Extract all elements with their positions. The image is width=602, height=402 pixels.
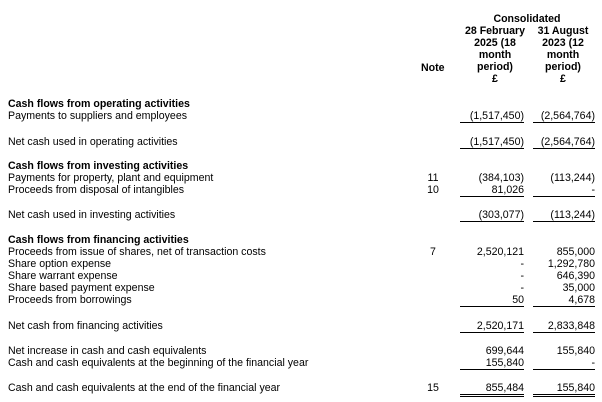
investing-row-2-label: Proceeds from disposal of intangibles <box>8 184 185 196</box>
operating-total-v2: (2,564,764) <box>533 136 595 149</box>
financing-row-3-v2: 646,390 <box>556 270 595 282</box>
net-increase-v1: 699,644 <box>485 345 524 357</box>
operating-row-v2: (2,564,764) <box>533 110 595 123</box>
financing-row-2-label: Share option expense <box>8 258 112 270</box>
operating-total-v1: (1,517,450) <box>460 136 524 149</box>
operating-row-v1: (1,517,450) <box>460 110 524 123</box>
net-increase-v2: 155,840 <box>556 345 595 357</box>
col2-line-4: period) <box>545 61 581 73</box>
note-header: Note <box>421 62 445 74</box>
net-increase-label: Net increase in cash and cash equivalents <box>8 345 207 357</box>
opening-cash-v2: - <box>533 357 595 370</box>
financing-total-label: Net cash from financing activities <box>8 320 163 332</box>
financing-total-v2: 2,833,848 <box>533 320 595 333</box>
col2-line-1: 31 August <box>537 25 589 37</box>
financing-row-2-v1: - <box>520 258 524 270</box>
col1-line-5: £ <box>492 73 498 85</box>
header-consolidated: Consolidated <box>493 13 561 25</box>
opening-cash-label: Cash and cash equivalents at the beginning of the financial year <box>8 357 309 369</box>
investing-total-v1: (303,077) <box>460 209 524 222</box>
operating-total-label: Net cash used in operating activities <box>8 136 178 148</box>
investing-row-1-v2: (113,244) <box>550 172 595 184</box>
opening-cash-v1: 155,840 <box>460 357 524 370</box>
col2-line-5: £ <box>560 73 566 85</box>
financing-row-4-v1: - <box>520 282 524 294</box>
financing-row-4-label: Share based payment expense <box>8 282 155 294</box>
investing-heading: Cash flows from investing activities <box>8 160 189 172</box>
col1-line-1: 28 February <box>464 25 526 37</box>
column-header-2023 <box>530 25 596 85</box>
financing-row-3-label: Share warrant expense <box>8 270 118 282</box>
financing-row-1-note: 7 <box>430 246 436 258</box>
investing-row-1-v1: (384,103) <box>478 172 524 184</box>
operating-row-label: Payments to suppliers and employees <box>8 110 188 122</box>
col2-line-3: month <box>546 49 580 61</box>
financing-row-1-v1: 2,520,121 <box>476 246 524 258</box>
closing-cash-note: 15 <box>427 382 439 394</box>
col1-line-2: 2025 (18 <box>474 37 516 49</box>
financing-row-5-v2: 4,678 <box>533 294 595 307</box>
investing-row-2-v1: 81,026 <box>460 184 524 197</box>
column-header-2025 <box>460 25 530 85</box>
investing-total-v2: (113,244) <box>533 209 595 222</box>
financing-row-5-label: Proceeds from borrowings <box>8 294 132 306</box>
investing-row-1-label: Payments for property, plant and equipment <box>8 172 214 184</box>
closing-cash-label: Cash and cash equivalents at the end of the financial year <box>8 382 281 394</box>
col1-line-4: period) <box>477 61 513 73</box>
financing-row-3-v1: - <box>520 270 524 282</box>
financing-total-v1: 2,520,171 <box>460 320 524 333</box>
col2-line-2: 2023 (12 <box>542 37 584 49</box>
financing-heading: Cash flows from financing activities <box>8 234 189 246</box>
closing-cash-v2: 155,840 <box>533 382 595 397</box>
col1-line-3: month <box>478 49 512 61</box>
financing-row-5-v1: 50 <box>460 294 524 307</box>
investing-row-2-v2: - <box>533 184 595 197</box>
investing-row-1-note: 11 <box>427 172 439 184</box>
operating-heading: Cash flows from operating activities <box>8 98 190 110</box>
financing-row-1-label: Proceeds from issue of shares, net of transaction costs <box>8 246 266 258</box>
financing-row-1-v2: 855,000 <box>556 246 595 258</box>
investing-row-2-note: 10 <box>427 184 439 196</box>
closing-cash-v1: 855,484 <box>460 382 524 397</box>
investing-total-label: Net cash used in investing activities <box>8 209 176 221</box>
financing-row-2-v2: 1,292,780 <box>547 258 595 270</box>
financing-row-4-v2: 35,000 <box>562 282 595 294</box>
